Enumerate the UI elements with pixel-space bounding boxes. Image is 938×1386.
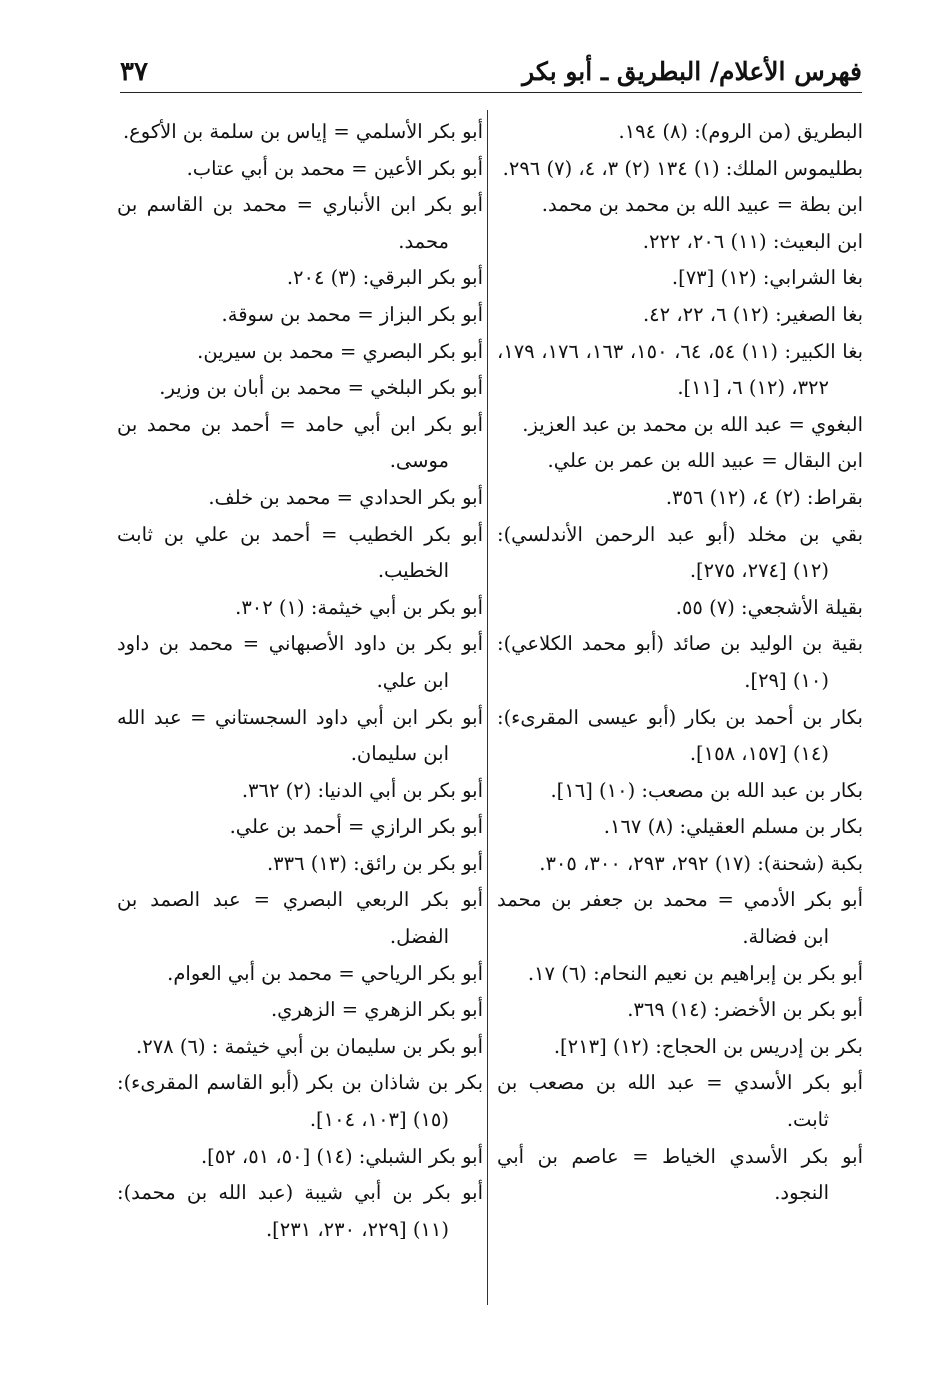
index-entry: أبو بكر الحدادي = محمد بن خلف. xyxy=(208,485,483,509)
index-entry: أبو بكر ابن أبي داود السجستاني = عبد الله ابن سليمان. xyxy=(117,705,483,766)
index-entry: أبو بكر البرقي: (٣) ٢٠٤. xyxy=(286,266,483,290)
index-entry: أبو بكر البلخي = محمد بن أبان بن وزير. xyxy=(159,376,483,400)
page-number: ٣٧ xyxy=(120,57,148,87)
index-entry: أبو بكر بن الأخضر: (١٤) ٣٦٩. xyxy=(627,998,863,1022)
index-entry: ابن البعيث: (١١) ٢٠٦، ٢٢٢. xyxy=(642,229,863,253)
page-header xyxy=(120,52,862,93)
index-entry: بكبة (شحنة): (١٧) ٢٩٢، ٢٩٣، ٣٠٠، ٣٠٥. xyxy=(539,851,863,875)
index-entry: بغا الكبير: (١١) ٥٤، ٦٤، ١٥٠، ١٦٣، ١٧٦، ١٧٩، ٣٢٢، (١٢) ٦، [١١]. xyxy=(497,339,864,400)
index-entry: بكار بن عبد الله بن مصعب: (١٠) [١٦]. xyxy=(550,778,863,802)
running-title: فهرس الأعلام/ البطريق ـ أبو بكر xyxy=(522,57,862,86)
index-entry: أبو بكر بن داود الأصبهاني = محمد بن داود ابن علي. xyxy=(117,632,483,692)
index-entry: أبو بكر بن أبي شيبة (عبد الله بن محمد): (١١) [٢٢٩، ٢٣٠، ٢٣١]. xyxy=(117,1181,483,1241)
index-entry: بقية بن الوليد بن صائد (أبو محمد الكلاعي): (١٠) [٢٩]. xyxy=(497,632,863,692)
index-entry: أبو بكر الأسدي = عبد الله بن مصعب بن ثابت. xyxy=(497,1071,863,1132)
index-entry: بقي بن مخلد (أبو عبد الرحمن الأندلسي): (١٢) [٢٧٤، ٢٧٥]. xyxy=(497,522,863,583)
index-entry: أبو بكر بن أبي خيثمة: (١) ٣٠٢. xyxy=(235,595,483,619)
index-entry: أبو بكر الربعي البصري = عبد الصمد بن الفضل. xyxy=(117,888,483,949)
index-entry: بقراط: (٢) ٤، (١٢) ٣٥٦. xyxy=(665,485,863,509)
index-entry: أبو بكر ابن أبي حامد = أحمد بن محمد بن موسى. xyxy=(117,412,483,473)
column-divider xyxy=(487,110,488,1305)
index-entry: بكار بن مسلم العقيلي: (٨) ١٦٧. xyxy=(603,815,863,839)
index-entry: أبو بكر الشبلي: (١٤) [٥٠، ٥١، ٥٢]. xyxy=(200,1144,483,1168)
index-entry: البطريق (من الروم): (٨) ١٩٤. xyxy=(618,120,863,143)
index-entry: أبو بكر الرازي = أحمد بن علي. xyxy=(229,815,483,839)
index-entry: البغوي = عبد الله بن محمد بن عبد العزيز. xyxy=(522,412,863,436)
index-entry: أبو بكر الأسدي الخياط = عاصم بن أبي النجود. xyxy=(497,1144,863,1205)
index-entry: بطليموس الملك: (١) ١٣٤ (٢) ٣، ٤، (٧) ٢٩٦. xyxy=(502,156,863,180)
index-entry: بغا الشرابي: (١٢) [٧٣]. xyxy=(671,266,863,290)
index-entry: أبو بكر الأدمي = محمد بن جعفر بن محمد ابن فضالة. xyxy=(497,888,863,949)
index-entry: بكار بن أحمد بن بكار (أبو عيسى المقرىء): (١٤) [١٥٧، ١٥٨]. xyxy=(497,705,863,766)
index-entry: بكر بن إدريس بن الحجاج: (١٢) [٢١٣]. xyxy=(553,1034,863,1058)
index-entry: أبو بكر بن إبراهيم بن نعيم النحام: (٦) ١٧. xyxy=(527,961,863,985)
index-entry: أبو بكر بن رائق: (١٣) ٣٣٦. xyxy=(266,851,483,875)
index-entry: أبو بكر الأسلمي = إياس بن سلمة بن الأكوع. xyxy=(122,120,483,143)
index-entry: أبو بكر البزاز = محمد بن سوقة. xyxy=(221,302,483,326)
index-entry: أبو بكر البصري = محمد بن سيرين. xyxy=(197,339,483,363)
index-entry: أبو بكر الخطيب = أحمد بن علي بن ثابت الخطيب. xyxy=(117,522,483,583)
index-entry: ابن بطة = عبيد الله بن محمد بن محمد. xyxy=(541,193,863,217)
index-column-right xyxy=(497,114,863,1212)
index-entry: بغا الصغير: (١٢) ٦، ٢٢، ٤٢. xyxy=(642,302,863,326)
index-column-left xyxy=(117,114,483,1248)
index-entry: أبو بكر الرياحي = محمد بن أبي العوام. xyxy=(167,961,483,985)
index-entry: بقيلة الأشجعي: (٧) ٥٥. xyxy=(675,595,863,619)
index-entry: ابن البقال = عبيد الله بن عمر بن علي. xyxy=(547,449,863,473)
index-entry: أبو بكر الزهري = الزهري. xyxy=(270,998,483,1022)
index-entry: بكر بن شاذان بن بكر (أبو القاسم المقرىء): (١٥) [١٠٣، ١٠٤]. xyxy=(117,1071,483,1132)
index-entry: أبو بكر ابن الأنباري = محمد بن القاسم بن محمد. xyxy=(117,193,483,253)
index-entry: أبو بكر الأعين = محمد بن أبي عتاب. xyxy=(186,156,483,180)
index-entry: أبو بكر بن سليمان بن أبي خيثمة : (٦) ٢٧٨. xyxy=(136,1034,483,1058)
index-entry: أبو بكر بن أبي الدنيا: (٢) ٣٦٢. xyxy=(241,778,483,802)
